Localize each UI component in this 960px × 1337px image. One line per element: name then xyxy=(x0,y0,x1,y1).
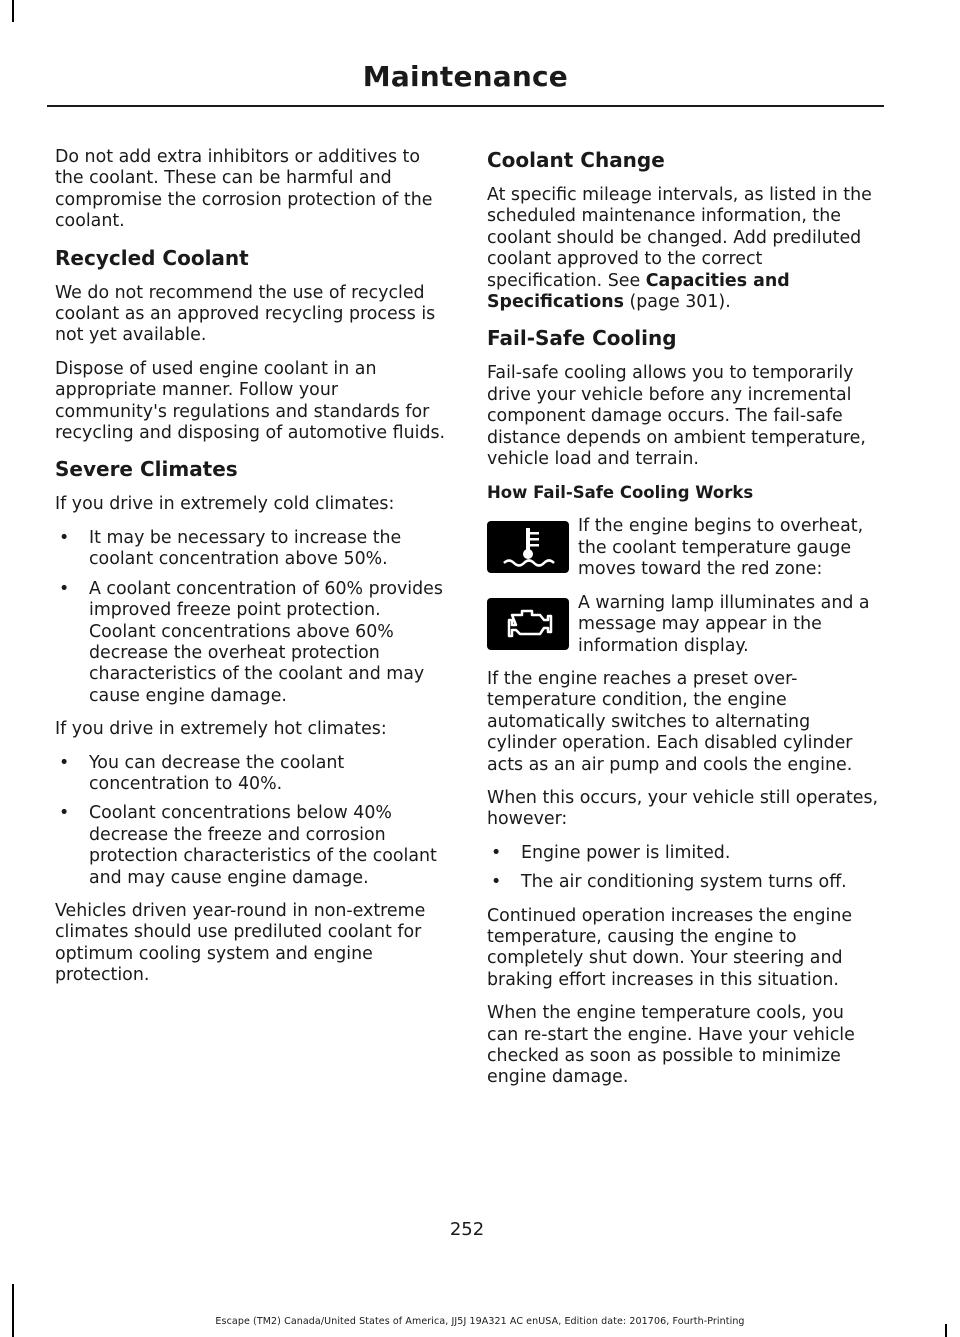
list-item: • You can decrease the coolant concentration to 40%. xyxy=(55,753,447,796)
page-reference: (page 301). xyxy=(623,292,731,313)
left-column xyxy=(55,147,447,999)
crop-mark-top-left-v xyxy=(12,0,14,22)
engine-warning-row xyxy=(487,593,879,657)
paragraph-preset: If the engine reaches a preset over-temperature condition, the engine automatically switches to alternating cylinder operation. Each disabled cylinder acts as an air pump and cools the engine. xyxy=(487,668,853,775)
header-divider xyxy=(47,105,884,107)
crop-mark-bottom-left-v xyxy=(12,1284,14,1337)
coolant-gauge-row xyxy=(487,516,879,580)
paragraph-recycled: We do not recommend the use of recycled coolant as an approved recycling process is not yet available. xyxy=(55,282,436,346)
heading-how-fail-safe-works: How Fail-Safe Cooling Works xyxy=(487,483,754,503)
change-text: At specific mileage intervals, as listed in the scheduled maintenance information, the coolant should be changed. Add prediluted coolant approved to the correct specification. See xyxy=(487,185,872,291)
list-item: • The air conditioning system turns off. xyxy=(487,872,879,893)
heading-coolant-change: Coolant Change xyxy=(487,148,665,172)
hot-climate-list xyxy=(55,753,447,889)
operation-list xyxy=(487,843,879,894)
coolant-gauge-text: If the engine begins to overheat, the coolant temperature gauge moves toward the red zone: xyxy=(578,516,864,580)
heading-recycled-coolant: Recycled Coolant xyxy=(55,245,249,270)
capacities-link[interactable]: Capacities and Specifications xyxy=(487,270,790,313)
list-item: • A coolant concentration of 60% provides improved freeze point protection. Coolant concentrations above 60% decrease the overheat protection characteristics of the coolant and may cause engine damage. xyxy=(55,579,447,707)
page-number: 252 xyxy=(449,1219,485,1240)
paragraph-cold-intro: If you drive in extremely cold climates: xyxy=(55,494,395,515)
paragraph-hot-intro: If you drive in extremely hot climates: xyxy=(55,719,387,740)
footer-edition: Escape (TM2) Canada/United States of America, JJ5J 19A321 AC enUSA, Edition date: 201706, Fourth-Printing xyxy=(215,1316,745,1327)
right-column xyxy=(487,147,879,1101)
paragraph-cools: When the engine temperature cools, you can re-start the engine. Have your vehicle checked as soon as possible to minimize engine damage. xyxy=(487,1003,855,1088)
paragraph-continued: Continued operation increases the engine temperature, causing the engine to completely shut down. Your steering and braking effort increases in this situation. xyxy=(487,905,853,990)
engine-warning-text: A warning lamp illuminates and a message may appear in the information display. xyxy=(578,592,870,656)
cold-climate-list xyxy=(55,528,447,707)
coolant-temperature-icon xyxy=(487,521,569,573)
paragraph-coolant-change xyxy=(487,185,879,313)
paragraph-year-round: Vehicles driven year-round in non-extreme climates should use prediluted coolant for optimum cooling system and engine protection. xyxy=(55,900,426,986)
paragraph-inhibitors: Do not add extra inhibitors or additives to the coolant. These can be harmful and compromise the corrosion protection of the coolant. xyxy=(55,147,433,232)
heading-fail-safe-cooling: Fail-Safe Cooling xyxy=(487,326,677,351)
heading-severe-climates: Severe Climates xyxy=(55,457,238,482)
list-item: • It may be necessary to increase the coolant concentration above 50%. xyxy=(55,528,447,571)
paragraph-dispose: Dispose of used engine coolant in an appropriate manner. Follow your community's regulations and standards for recycling and disposing of automotive fluids. xyxy=(55,358,446,444)
list-item: • Engine power is limited. xyxy=(487,843,879,864)
list-item: • Coolant concentrations below 40% decrease the freeze and corrosion protection characteristics of the coolant and may cause engine damage. xyxy=(55,803,447,889)
check-engine-icon xyxy=(487,598,569,650)
paragraph-when-occurs: When this occurs, your vehicle still operates, however: xyxy=(487,787,879,830)
page-title: Maintenance xyxy=(362,60,568,93)
paragraph-fail-safe: Fail-safe cooling allows you to temporarily drive your vehicle before any incremental component damage occurs. The fail-safe distance depends on ambient temperature, vehicle load and terrain. xyxy=(487,363,866,470)
